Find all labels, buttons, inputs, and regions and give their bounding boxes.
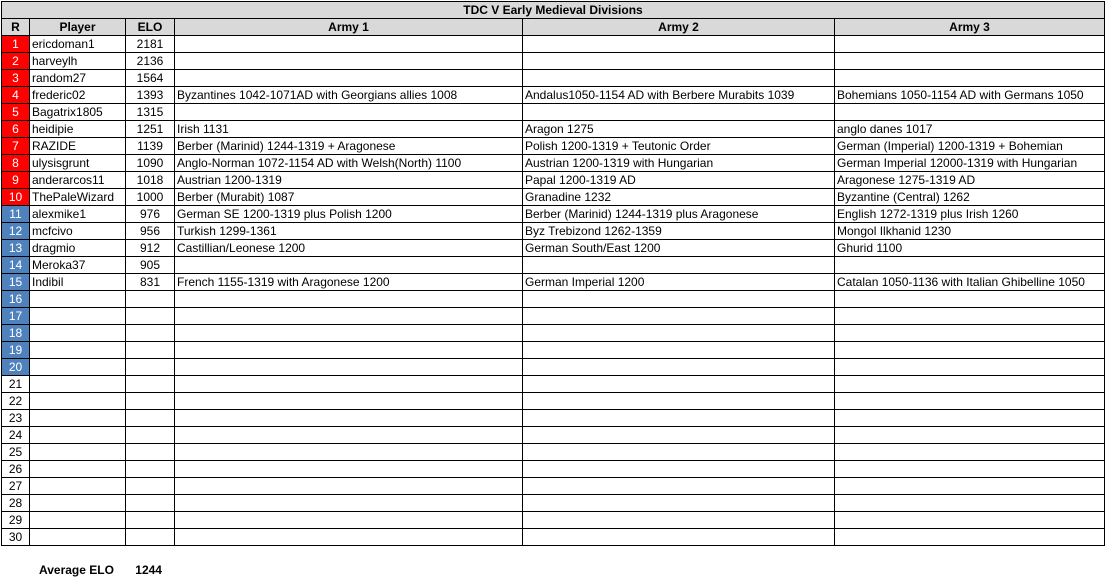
army-3-cell[interactable]: English 1272-1319 plus Irish 1260 (835, 206, 1105, 223)
rank-cell[interactable]: 17 (2, 308, 30, 325)
rank-cell[interactable]: 15 (2, 274, 30, 291)
table-row (2, 138, 1105, 155)
army-3-cell[interactable] (835, 342, 1105, 359)
elo-cell[interactable]: 912 (126, 240, 175, 257)
player-cell[interactable]: Meroka37 (30, 257, 126, 274)
army-3-cell[interactable] (835, 393, 1105, 410)
army-2-cell[interactable]: Aragon 1275 (523, 121, 835, 138)
rank-cell[interactable]: 6 (2, 121, 30, 138)
rank-cell[interactable]: 28 (2, 495, 30, 512)
elo-cell[interactable] (126, 461, 175, 478)
rank-cell[interactable]: 2 (2, 53, 30, 70)
army-2-cell[interactable]: German South/East 1200 (523, 240, 835, 257)
player-cell[interactable]: anderarcos11 (30, 172, 126, 189)
divisions-table (1, 1, 1105, 546)
army-2-cell[interactable] (523, 36, 835, 53)
table-row (2, 104, 1105, 121)
elo-cell[interactable]: 2136 (126, 53, 175, 70)
army-3-cell[interactable] (835, 512, 1105, 529)
header-player[interactable]: Player (30, 19, 126, 36)
player-cell[interactable]: RAZIDE (30, 138, 126, 155)
elo-cell[interactable]: 976 (126, 206, 175, 223)
army-1-cell[interactable] (175, 376, 523, 393)
table-row (2, 359, 1105, 376)
player-cell[interactable] (30, 444, 126, 461)
table-row (2, 393, 1105, 410)
army-2-cell[interactable] (523, 104, 835, 121)
table-row (2, 53, 1105, 70)
table-row (2, 291, 1105, 308)
elo-cell[interactable]: 905 (126, 257, 175, 274)
player-cell[interactable]: ulysisgrunt (30, 155, 126, 172)
elo-cell[interactable]: 956 (126, 223, 175, 240)
player-cell[interactable]: heidipie (30, 121, 126, 138)
rank-cell[interactable]: 24 (2, 427, 30, 444)
army-2-cell[interactable] (523, 325, 835, 342)
army-1-cell[interactable] (175, 308, 523, 325)
army-2-cell[interactable] (523, 342, 835, 359)
army-2-cell[interactable] (523, 444, 835, 461)
rank-cell[interactable]: 19 (2, 342, 30, 359)
table-row (2, 410, 1105, 427)
elo-cell[interactable]: 1139 (126, 138, 175, 155)
player-cell[interactable]: dragmio (30, 240, 126, 257)
army-1-cell[interactable] (175, 325, 523, 342)
army-2-cell[interactable]: Berber (Marinid) 1244-1319 plus Aragonese (523, 206, 835, 223)
army-2-cell[interactable] (523, 291, 835, 308)
army-2-cell[interactable] (523, 529, 835, 546)
army-1-cell[interactable]: Irish 1131 (175, 121, 523, 138)
army-3-cell[interactable] (835, 478, 1105, 495)
rank-cell[interactable]: 21 (2, 376, 30, 393)
elo-cell[interactable] (126, 342, 175, 359)
army-3-cell[interactable]: Catalan 1050-1136 with Italian Ghibelline 1050 (835, 274, 1105, 291)
army-1-cell[interactable] (175, 359, 523, 376)
rank-cell[interactable]: 13 (2, 240, 30, 257)
player-cell[interactable]: Bagatrix1805 (30, 104, 126, 121)
army-1-cell[interactable] (175, 53, 523, 70)
player-cell[interactable] (30, 325, 126, 342)
army-1-cell[interactable] (175, 478, 523, 495)
table-row (2, 444, 1105, 461)
table-row (2, 206, 1105, 223)
army-3-cell[interactable] (835, 325, 1105, 342)
rank-cell[interactable]: 29 (2, 512, 30, 529)
player-cell[interactable] (30, 478, 126, 495)
army-1-cell[interactable] (175, 495, 523, 512)
rank-cell[interactable]: 14 (2, 257, 30, 274)
player-cell[interactable] (30, 359, 126, 376)
player-cell[interactable]: frederic02 (30, 87, 126, 104)
army-3-cell[interactable]: anglo danes 1017 (835, 121, 1105, 138)
army-1-cell[interactable]: Anglo-Norman 1072-1154 AD with Welsh(North) 1100 (175, 155, 523, 172)
elo-cell[interactable]: 1000 (126, 189, 175, 206)
army-3-cell[interactable] (835, 461, 1105, 478)
army-2-cell[interactable]: Polish 1200-1319 + Teutonic Order (523, 138, 835, 155)
player-cell[interactable]: Indibil (30, 274, 126, 291)
elo-cell[interactable] (126, 376, 175, 393)
army-1-cell[interactable]: French 1155-1319 with Aragonese 1200 (175, 274, 523, 291)
elo-cell[interactable] (126, 325, 175, 342)
sheet-title[interactable]: TDC V Early Medieval Divisions (2, 2, 1105, 19)
rank-cell[interactable]: 10 (2, 189, 30, 206)
player-cell[interactable]: alexmike1 (30, 206, 126, 223)
player-cell[interactable]: harveylh (30, 53, 126, 70)
player-cell[interactable] (30, 393, 126, 410)
elo-cell[interactable]: 1393 (126, 87, 175, 104)
elo-cell[interactable] (126, 529, 175, 546)
elo-cell[interactable]: 2181 (126, 36, 175, 53)
rank-cell[interactable]: 8 (2, 155, 30, 172)
player-cell[interactable] (30, 291, 126, 308)
army-2-cell[interactable] (523, 53, 835, 70)
player-cell[interactable] (30, 342, 126, 359)
average-elo-value: 1244 (135, 563, 162, 577)
army-1-cell[interactable]: Austrian 1200-1319 (175, 172, 523, 189)
army-2-cell[interactable] (523, 308, 835, 325)
army-3-cell[interactable] (835, 495, 1105, 512)
army-2-cell[interactable] (523, 478, 835, 495)
army-1-cell[interactable] (175, 342, 523, 359)
army-3-cell[interactable] (835, 529, 1105, 546)
header-army-2[interactable]: Army 2 (523, 19, 835, 36)
army-2-cell[interactable] (523, 257, 835, 274)
army-2-cell[interactable]: Austrian 1200-1319 with Hungarian (523, 155, 835, 172)
rank-cell[interactable]: 3 (2, 70, 30, 87)
player-cell[interactable]: ThePaleWizard (30, 189, 126, 206)
army-2-cell[interactable]: Granadine 1232 (523, 189, 835, 206)
army-1-cell[interactable] (175, 36, 523, 53)
army-3-cell[interactable] (835, 104, 1105, 121)
army-1-cell[interactable] (175, 410, 523, 427)
army-3-cell[interactable]: Ghurid 1100 (835, 240, 1105, 257)
rank-cell[interactable]: 23 (2, 410, 30, 427)
army-3-cell[interactable] (835, 36, 1105, 53)
army-3-cell[interactable]: German (Imperial) 1200-1319 + Bohemian (835, 138, 1105, 155)
header-row (2, 19, 1105, 36)
elo-cell[interactable] (126, 393, 175, 410)
army-1-cell[interactable]: Castillian/Leonese 1200 (175, 240, 523, 257)
player-cell[interactable] (30, 512, 126, 529)
elo-cell[interactable]: 1315 (126, 104, 175, 121)
elo-cell[interactable] (126, 291, 175, 308)
player-cell[interactable] (30, 529, 126, 546)
rank-cell[interactable]: 22 (2, 393, 30, 410)
table-row (2, 155, 1105, 172)
army-2-cell[interactable]: Andalus1050-1154 AD with Berbere Murabits 1039 (523, 87, 835, 104)
army-2-cell[interactable] (523, 393, 835, 410)
rank-cell[interactable]: 26 (2, 461, 30, 478)
army-1-cell[interactable] (175, 393, 523, 410)
table-row (2, 70, 1105, 87)
army-1-cell[interactable] (175, 512, 523, 529)
army-3-cell[interactable] (835, 70, 1105, 87)
rank-cell[interactable]: 27 (2, 478, 30, 495)
table-row (2, 172, 1105, 189)
player-cell[interactable] (30, 495, 126, 512)
army-1-cell[interactable]: Berber (Murabit) 1087 (175, 189, 523, 206)
table-row (2, 376, 1105, 393)
army-1-cell[interactable] (175, 444, 523, 461)
army-3-cell[interactable]: Byzantine (Central) 1262 (835, 189, 1105, 206)
army-2-cell[interactable] (523, 359, 835, 376)
header-elo[interactable]: ELO (126, 19, 175, 36)
table-row (2, 495, 1105, 512)
army-2-cell[interactable]: Byz Trebizond 1262-1359 (523, 223, 835, 240)
table-row (2, 121, 1105, 138)
army-3-cell[interactable]: Aragonese 1275-1319 AD (835, 172, 1105, 189)
army-3-cell[interactable] (835, 359, 1105, 376)
elo-cell[interactable] (126, 444, 175, 461)
elo-cell[interactable]: 1018 (126, 172, 175, 189)
army-2-cell[interactable] (523, 461, 835, 478)
player-cell[interactable]: mcfcivo (30, 223, 126, 240)
rank-cell[interactable]: 1 (2, 36, 30, 53)
elo-cell[interactable]: 831 (126, 274, 175, 291)
elo-cell[interactable] (126, 512, 175, 529)
elo-cell[interactable] (126, 359, 175, 376)
rank-cell[interactable]: 7 (2, 138, 30, 155)
player-cell[interactable] (30, 308, 126, 325)
header-rank[interactable]: R (2, 19, 30, 36)
army-1-cell[interactable] (175, 257, 523, 274)
table-row (2, 478, 1105, 495)
table-row (2, 189, 1105, 206)
army-3-cell[interactable] (835, 427, 1105, 444)
army-1-cell[interactable] (175, 461, 523, 478)
rank-cell[interactable]: 11 (2, 206, 30, 223)
army-3-cell[interactable] (835, 410, 1105, 427)
elo-cell[interactable] (126, 495, 175, 512)
player-cell[interactable]: random27 (30, 70, 126, 87)
army-2-cell[interactable] (523, 427, 835, 444)
army-2-cell[interactable] (523, 70, 835, 87)
player-cell[interactable] (30, 427, 126, 444)
army-1-cell[interactable] (175, 427, 523, 444)
army-1-cell[interactable]: Turkish 1299-1361 (175, 223, 523, 240)
player-cell[interactable]: ericdoman1 (30, 36, 126, 53)
elo-cell[interactable]: 1564 (126, 70, 175, 87)
rank-cell[interactable]: 4 (2, 87, 30, 104)
average-elo (39, 563, 162, 577)
average-elo-label: Average ELO (39, 563, 114, 577)
rank-cell[interactable]: 20 (2, 359, 30, 376)
army-3-cell[interactable] (835, 376, 1105, 393)
table-row (2, 87, 1105, 104)
elo-cell[interactable]: 1090 (126, 155, 175, 172)
elo-cell[interactable] (126, 478, 175, 495)
table-row (2, 223, 1105, 240)
army-3-cell[interactable] (835, 291, 1105, 308)
table-row (2, 461, 1105, 478)
rank-cell[interactable]: 12 (2, 223, 30, 240)
table-row (2, 529, 1105, 546)
table-row (2, 257, 1105, 274)
army-2-cell[interactable] (523, 410, 835, 427)
rank-cell[interactable]: 16 (2, 291, 30, 308)
army-2-cell[interactable] (523, 376, 835, 393)
army-1-cell[interactable]: German SE 1200-1319 plus Polish 1200 (175, 206, 523, 223)
header-army-1[interactable]: Army 1 (175, 19, 523, 36)
army-1-cell[interactable] (175, 104, 523, 121)
army-2-cell[interactable] (523, 495, 835, 512)
header-army-3[interactable]: Army 3 (835, 19, 1105, 36)
army-1-cell[interactable] (175, 291, 523, 308)
player-cell[interactable] (30, 461, 126, 478)
elo-cell[interactable] (126, 427, 175, 444)
table-row (2, 427, 1105, 444)
table-row (2, 325, 1105, 342)
elo-cell[interactable] (126, 308, 175, 325)
army-1-cell[interactable] (175, 70, 523, 87)
table-row (2, 274, 1105, 291)
army-3-cell[interactable]: German Imperial 12000-1319 with Hungarian (835, 155, 1105, 172)
elo-cell[interactable] (126, 410, 175, 427)
table-row (2, 512, 1105, 529)
table-row (2, 308, 1105, 325)
army-3-cell[interactable]: Mongol Ilkhanid 1230 (835, 223, 1105, 240)
rank-cell[interactable]: 5 (2, 104, 30, 121)
table-row (2, 240, 1105, 257)
rank-cell[interactable]: 18 (2, 325, 30, 342)
player-cell[interactable] (30, 410, 126, 427)
army-2-cell[interactable]: German Imperial 1200 (523, 274, 835, 291)
table-row (2, 36, 1105, 53)
player-cell[interactable] (30, 376, 126, 393)
army-3-cell[interactable] (835, 444, 1105, 461)
table-body (2, 36, 1105, 546)
army-3-cell[interactable]: Bohemians 1050-1154 AD with Germans 1050 (835, 87, 1105, 104)
army-3-cell[interactable] (835, 257, 1105, 274)
rank-cell[interactable]: 25 (2, 444, 30, 461)
table-row (2, 342, 1105, 359)
army-3-cell[interactable] (835, 308, 1105, 325)
army-2-cell[interactable] (523, 512, 835, 529)
army-1-cell[interactable]: Berber (Marinid) 1244-1319 + Aragonese (175, 138, 523, 155)
rank-cell[interactable]: 30 (2, 529, 30, 546)
rank-cell[interactable]: 9 (2, 172, 30, 189)
army-1-cell[interactable] (175, 529, 523, 546)
army-3-cell[interactable] (835, 53, 1105, 70)
army-2-cell[interactable]: Papal 1200-1319 AD (523, 172, 835, 189)
elo-cell[interactable]: 1251 (126, 121, 175, 138)
army-1-cell[interactable]: Byzantines 1042-1071AD with Georgians allies 1008 (175, 87, 523, 104)
